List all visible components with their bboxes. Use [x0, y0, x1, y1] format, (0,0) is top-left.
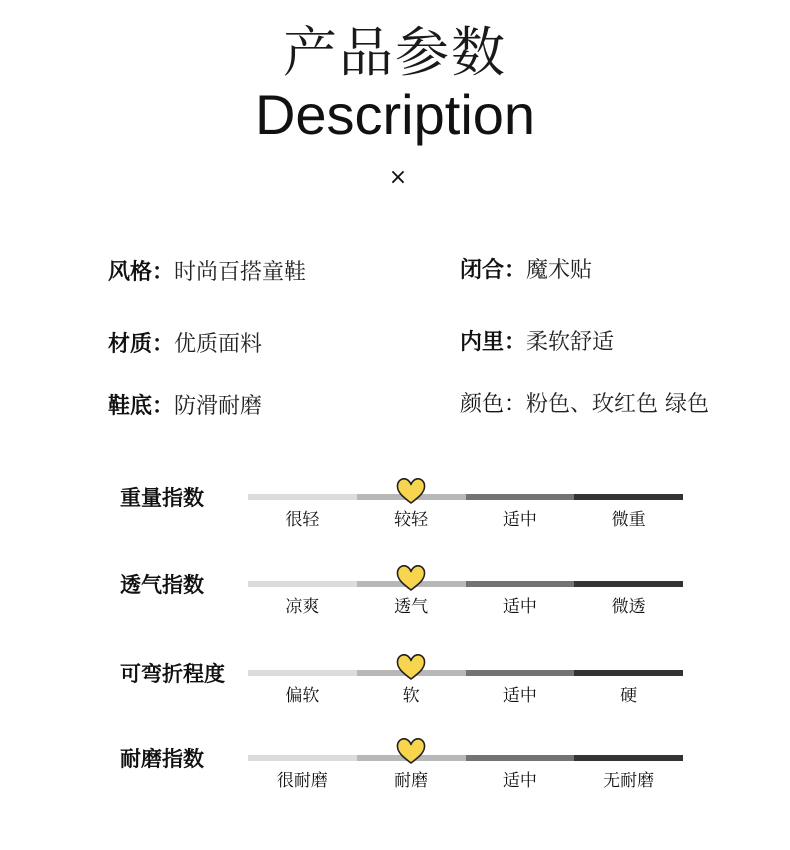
- meter-bar-durability: [248, 755, 683, 761]
- tick-label: 适中: [502, 510, 537, 530]
- scale-segment: [574, 581, 683, 587]
- meter-label-breathability: 透气指数: [120, 573, 204, 597]
- heart-icon: [394, 736, 428, 766]
- scale-segment: [466, 581, 575, 587]
- page-title-cn: 产品参数: [283, 21, 507, 84]
- tick-label: 偏软: [285, 686, 320, 706]
- tick-label: 很耐磨: [276, 771, 328, 791]
- tick-label: 微重: [611, 510, 646, 530]
- page-title-en: Description: [254, 83, 536, 146]
- meter-bar-breathability: [248, 581, 683, 587]
- scale-segment: [466, 670, 575, 676]
- spec-lining: [460, 328, 614, 358]
- tick-label: 适中: [502, 686, 537, 706]
- spec-sole: [108, 392, 262, 422]
- spec-style: [108, 258, 306, 288]
- meter-bar-weight: [248, 494, 683, 500]
- spec-key: 材质：: [108, 332, 175, 357]
- spec-value: 优质面料: [174, 332, 263, 357]
- tick-label: 无耐磨: [603, 771, 655, 791]
- close-icon: ×: [388, 165, 408, 190]
- scale-segment: [574, 755, 683, 761]
- spec-key: 风格：: [108, 260, 175, 285]
- spec-key: 闭合：: [460, 258, 527, 283]
- tick-label: 凉爽: [285, 597, 320, 617]
- scale-segment: [574, 494, 683, 500]
- spec-color: [460, 390, 709, 420]
- scale-segment: [574, 670, 683, 676]
- heart-icon: [394, 563, 428, 593]
- scale-segment: [248, 755, 357, 761]
- scale-segment: [248, 670, 357, 676]
- meter-label-weight: 重量指数: [120, 486, 204, 510]
- spec-value: 防滑耐磨: [174, 394, 263, 419]
- heart-icon: [394, 652, 428, 682]
- scale-segment: [248, 581, 357, 587]
- heart-icon: [394, 476, 428, 506]
- spec-value: 时尚百搭童鞋: [174, 260, 307, 285]
- tick-label: 软: [402, 686, 420, 706]
- tick-label: 适中: [502, 597, 537, 617]
- spec-key: 鞋底：: [108, 394, 175, 419]
- tick-label: 硬: [620, 686, 638, 706]
- tick-label: 耐磨: [394, 771, 429, 791]
- spec-key: 内里：: [460, 330, 527, 355]
- tick-label: 很轻: [285, 510, 320, 530]
- meter-label-durability: 耐磨指数: [120, 747, 204, 771]
- tick-label: 微透: [611, 597, 646, 617]
- meter-bar-flexibility: [248, 670, 683, 676]
- meter-label-flexibility: 可弯折程度: [120, 662, 225, 686]
- spec-material: [108, 330, 262, 360]
- tick-label: 较轻: [394, 510, 429, 530]
- spec-value: 魔术贴: [526, 258, 593, 283]
- scale-segment: [466, 755, 575, 761]
- scale-segment: [248, 494, 357, 500]
- tick-label: 适中: [502, 771, 537, 791]
- spec-key: 颜色：: [460, 392, 527, 417]
- tick-label: 透气: [394, 597, 429, 617]
- spec-value: 粉色、玫红色 绿色: [526, 392, 710, 417]
- scale-segment: [466, 494, 575, 500]
- spec-value: 柔软舒适: [526, 330, 615, 355]
- spec-closure: [460, 256, 592, 286]
